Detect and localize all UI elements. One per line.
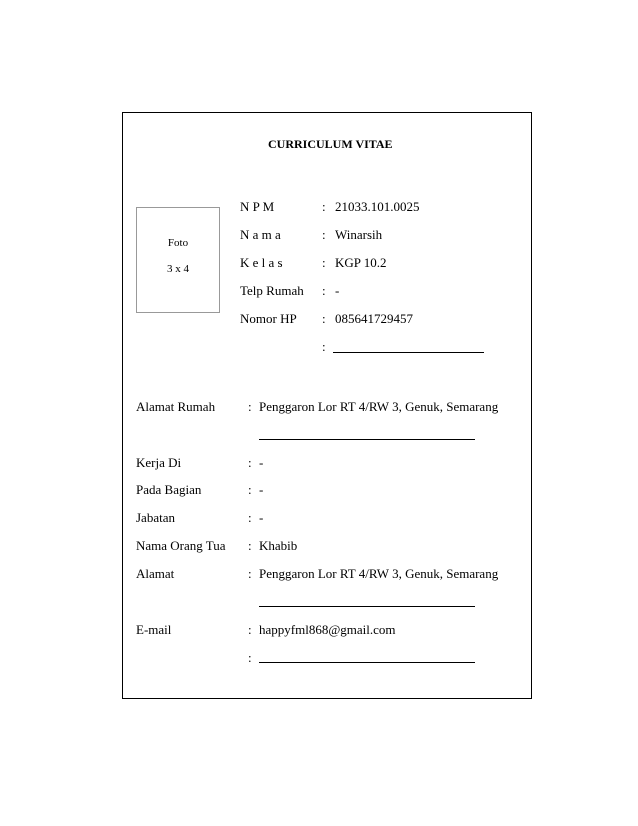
email-label: E-mail [136, 622, 172, 637]
alamat-separator: : [248, 566, 252, 581]
kerja-di-value: - [259, 455, 264, 470]
npm-value: 21033.101.0025 [335, 199, 420, 214]
alamat-rumah-separator: : [248, 399, 252, 414]
document-title: CURRICULUM VITAE [268, 137, 393, 151]
photo-placeholder [136, 207, 220, 313]
blank-field-separator: : [322, 339, 326, 354]
nama-orang-tua-value: Khabib [259, 538, 298, 553]
kelas-separator: : [322, 255, 326, 270]
npm-label: N P M [240, 199, 275, 214]
photo-label: Foto [167, 237, 189, 249]
extra-field-separator: : [248, 650, 252, 665]
nama-orang-tua-separator: : [248, 538, 252, 553]
pada-bagian-value: - [259, 482, 264, 497]
jabatan-value: - [259, 510, 264, 525]
blank-field-line [333, 352, 484, 353]
jabatan-label: Jabatan [136, 510, 175, 525]
email-value: happyfml868@gmail.com [259, 622, 396, 637]
nama-value: Winarsih [335, 227, 383, 242]
nama-orang-tua-label: Nama Orang Tua [136, 538, 226, 553]
alamat-rumah-label: Alamat Rumah [136, 399, 216, 414]
pada-bagian-separator: : [248, 482, 252, 497]
nomor-hp-value: 085641729457 [335, 311, 413, 326]
alamat-continuation-line [259, 606, 475, 607]
nomor-hp-label: Nomor HP [240, 311, 297, 326]
nomor-hp-separator: : [322, 311, 326, 326]
telp-rumah-label: Telp Rumah [240, 283, 304, 298]
nama-separator: : [322, 227, 326, 242]
alamat-label: Alamat [136, 566, 175, 581]
extra-field-line [259, 662, 475, 663]
kelas-value: KGP 10.2 [335, 255, 387, 270]
email-separator: : [248, 622, 252, 637]
alamat-rumah-continuation-line [259, 439, 475, 440]
pada-bagian-label: Pada Bagian [136, 482, 202, 497]
telp-rumah-value: - [335, 283, 340, 298]
kerja-di-separator: : [248, 455, 252, 470]
photo-size: 3 x 4 [167, 263, 189, 275]
alamat-rumah-value: Penggaron Lor RT 4/RW 3, Genuk, Semarang [259, 399, 499, 414]
kelas-label: K e l a s [240, 255, 283, 270]
alamat-value: Penggaron Lor RT 4/RW 3, Genuk, Semarang [259, 566, 499, 581]
npm-separator: : [322, 199, 326, 214]
kerja-di-label: Kerja Di [136, 455, 182, 470]
nama-label: N a m a [240, 227, 281, 242]
telp-rumah-separator: : [322, 283, 326, 298]
jabatan-separator: : [248, 510, 252, 525]
